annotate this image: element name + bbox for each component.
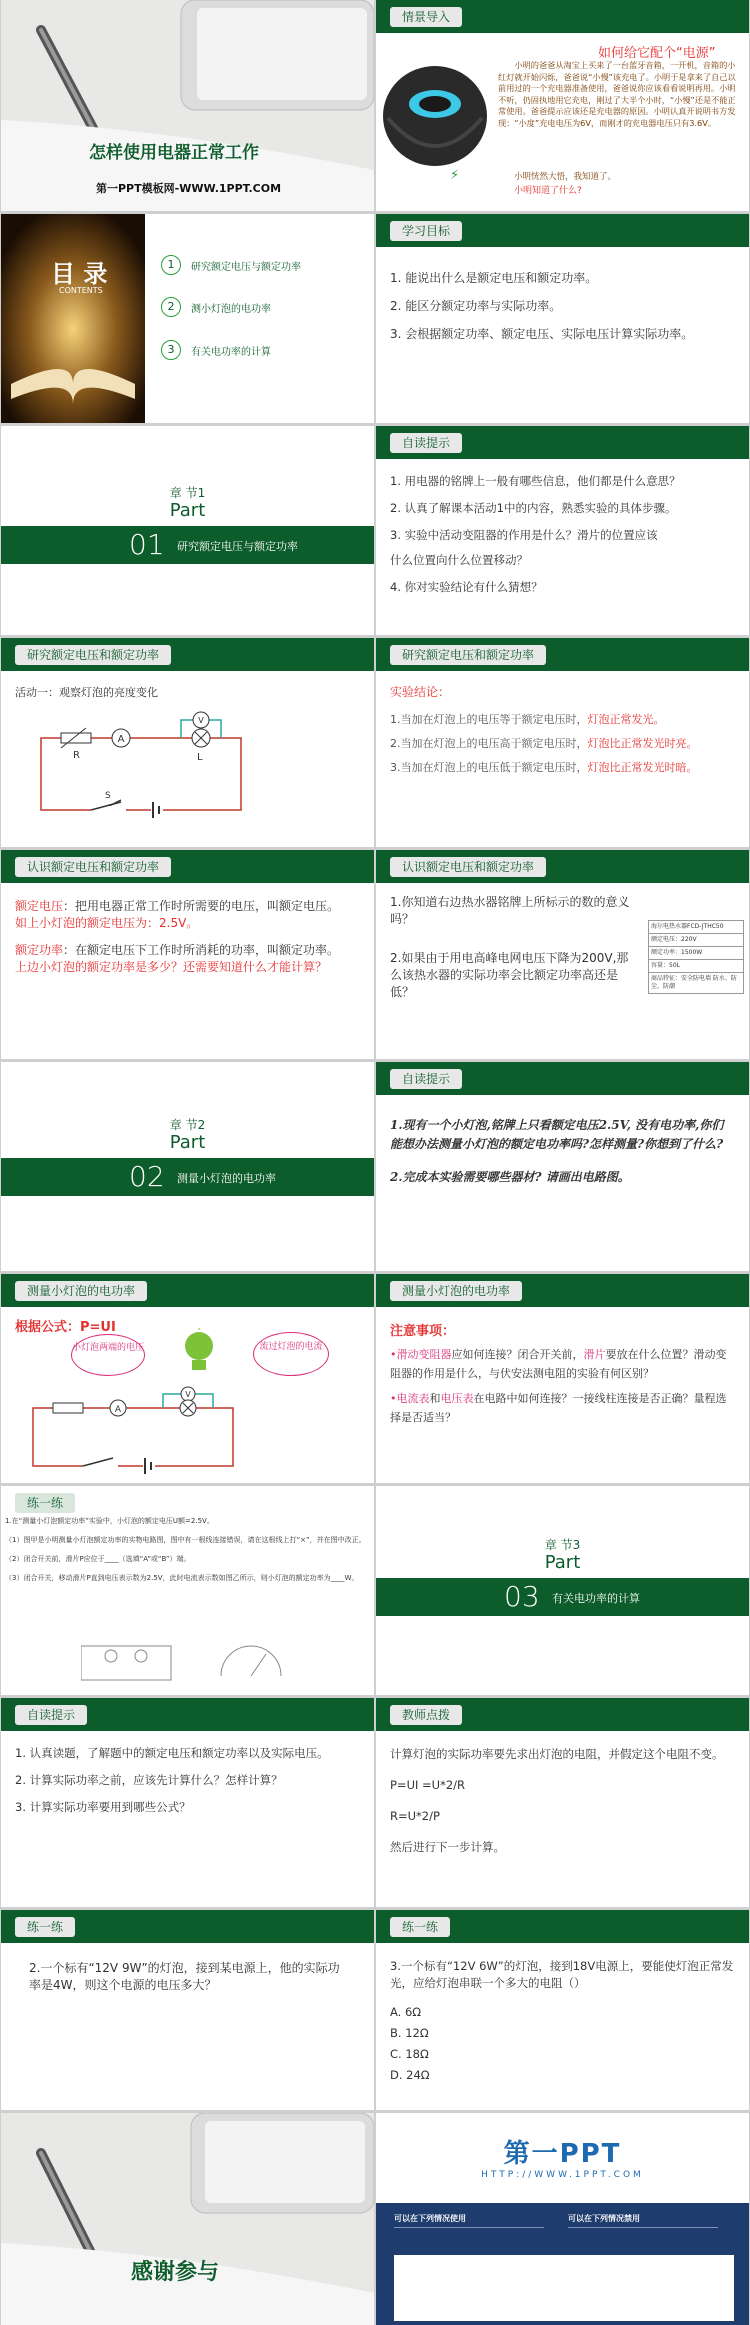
notes-body (376, 1316, 749, 1483)
reading-item: 2. 认真了解课本活动1中的内容，熟悉实验的具体步骤。 (390, 501, 677, 515)
chapter-number: 02 (129, 1160, 165, 1193)
slide-reading-3 (1, 1698, 374, 1907)
slide-conclusion (376, 638, 749, 847)
slide-definitions (1, 850, 374, 1059)
slide-header (1, 638, 374, 671)
section-tag: 测量小灯泡的电功率 (15, 1281, 147, 1301)
answer-options (390, 2004, 735, 2084)
ammeter-label: A (117, 734, 125, 745)
slide-header (376, 0, 749, 33)
chapter-title: 有关电功率的计算 (552, 1592, 640, 1605)
slide-heater (376, 850, 749, 1059)
slide-header (376, 850, 749, 883)
section-tag: 自读提示 (390, 433, 462, 453)
objective-item: 1. 能说出什么是额定电压和额定功率。 (390, 271, 598, 285)
activity-title: 活动一：观察灯泡的亮度变化 (15, 686, 158, 699)
practice-2-question: 2.一个标有“12V 9W”的灯泡，接到某电源上，他的实际功率是4W，则这个电源的电压多大？ (29, 1961, 340, 1992)
reading-item: 什么位置向什么位置移动？ (390, 553, 528, 567)
intro-question: 小明知道了什么? (514, 186, 582, 196)
slide-reading-2 (376, 1062, 749, 1271)
tip-formula-1: P=UI =U*2/R (390, 1778, 466, 1792)
contents-number: 3 (161, 340, 181, 360)
slide-measure-2 (376, 1274, 749, 1483)
contents-number: 1 (161, 255, 181, 275)
section-tag: 认识额定电压和额定功率 (15, 857, 171, 877)
heater-question-1: 1.你知道右边热水器铭牌上所标示的数的意义吗？ (390, 895, 630, 926)
rheostat-label: R (73, 750, 80, 761)
section-tag: 自读提示 (390, 1069, 462, 1089)
practice-3-question: 3.一个标有“12V 6W”的灯泡，接到18V电源上，要能使灯泡正常发光，应给灯泡串联一个多大的电阻（） (390, 1959, 734, 1990)
objective-item: 3. 会根据额定功率、额定电压、实际电压计算实际功率。 (390, 327, 694, 341)
reading-2-q2: 2.完成本实验需要哪些器材? 请画出电路图。 (390, 1170, 630, 1184)
chapter-number: 01 (129, 528, 165, 561)
speaker-image (380, 56, 490, 176)
tip-text: 计算灯泡的实际功率要先求出灯泡的电阻，并假定这个电阻不变。 (390, 1747, 724, 1761)
conclusion-head: 实验结论： (390, 685, 451, 699)
note-item: •滑动变阻器应如何连接？闭合开关前，滑片要放在什么位置？滑动变阻器的作用是什么，与伏安法测电阻的实验有何区别？ (390, 1348, 727, 1380)
lightbulb-icon (179, 1328, 219, 1378)
slide-header (376, 1274, 749, 1307)
option-a[interactable]: A. 6Ω (390, 2005, 422, 2019)
slide-header (376, 214, 749, 247)
section-tag: 情景导入 (390, 7, 462, 27)
allowed-heading: 可以在下列情况使用 (394, 2214, 466, 2223)
practice-1-text: 1.在“测量小灯泡额定功率”实验中，小灯泡的额定电压U额=2.5V。 （1）图甲是小明测量小灯泡额定功率的实物电路图，图中有一根线连接错误，请在这根线上打“×”，并在图中改正。 （2）闭合开关前，滑片P应位于____（选填“A”或“B”）端。 （3）闭合开关，移动滑片P直到电压表示数为2.5V，此时电流表示数如图乙所示，则小灯泡的额定功率为____W。 (5, 1517, 366, 1582)
conclusion-item: 3.当加在灯泡上的电压低于额定电压时，灯泡比正常发光时暗。 (390, 761, 698, 774)
slide-header (376, 1698, 749, 1731)
note-item: •电流表和电压表在电路中如何连接？一接线柱连接是否正确？量程选择是否适当？ (390, 1392, 727, 1424)
section-tag: 练一练 (390, 1917, 450, 1937)
section-tag: 测量小灯泡的电功率 (390, 1281, 522, 1301)
slide-chapter-3 (376, 1486, 749, 1695)
reading-item: 3. 实验中活动变阻器的作用是什么？滑片的位置应该 (390, 528, 658, 542)
section-tag: 研究额定电压和额定功率 (15, 645, 171, 665)
reading-list (376, 466, 749, 635)
switch-label: S (105, 791, 111, 801)
deck-subtitle: 第一PPT模板网-WWW.1PPT.COM (96, 182, 282, 195)
reading-2-body (376, 1110, 749, 1271)
objectives-list (376, 262, 749, 423)
chapter-number: 03 (504, 1580, 540, 1613)
slide-measure-1 (1, 1274, 374, 1483)
section-tag: 自读提示 (15, 1705, 87, 1725)
contents-label: 研究额定电压与额定功率 (191, 261, 301, 273)
chapter-bar (1, 1158, 374, 1196)
phone-pen-illustration (1, 2113, 374, 2325)
slide-header (376, 426, 749, 459)
circuit-diagram (31, 708, 271, 818)
voltage-bubble: 小灯泡两端的电压 (71, 1334, 145, 1376)
tip-formula-2: R=U*2/P (390, 1809, 440, 1823)
slide-header (1, 1698, 374, 1731)
chapter-bar (376, 1578, 749, 1616)
brand-panel (376, 2203, 749, 2325)
term-rated-power: 额定功率 (15, 943, 64, 957)
intro-heading: 如何给它配个“电源” (598, 46, 716, 61)
reading-3-list (1, 1738, 374, 1907)
conclusion-item: 1.当加在灯泡上的电压等于额定电压时，灯泡正常发光。 (390, 713, 665, 726)
ammeter-label: A (114, 1405, 122, 1415)
chapter-title: 测量小灯泡的电功率 (177, 1172, 276, 1185)
slide-reading-1 (376, 426, 749, 635)
contents-label: 测小灯泡的电功率 (191, 303, 271, 315)
brand-url: HTTP://WWW.1PPT.COM (481, 2170, 644, 2180)
current-bubble: 流过灯泡的电流 (253, 1332, 329, 1376)
option-c[interactable]: C. 18Ω (390, 2047, 429, 2061)
slide-practice-1 (1, 1486, 374, 1695)
conclusion-body (376, 678, 749, 847)
slide-teacher-tip (376, 1698, 749, 1907)
section-tag: 学习目标 (390, 221, 462, 241)
practice-1-figures (81, 1636, 331, 1686)
slide-contents (1, 214, 374, 423)
slide-thanks (1, 2113, 374, 2325)
reading-item: 1. 用电器的铭牌上一般有哪些信息，他们都是什么意思？ (390, 474, 681, 488)
rated-voltage-example: 如上小灯泡的额定电压为：2.5V。 (15, 916, 199, 930)
practice-3-body (376, 1952, 749, 2110)
slide-chapter-1 (1, 426, 374, 635)
contents-item[interactable] (161, 296, 271, 318)
slide-brand (376, 2113, 749, 2325)
slide-header (1, 1910, 374, 1943)
voltmeter-label: V (198, 716, 204, 725)
intro-conclusion: 小明恍然大悟，我知道了。 (514, 172, 617, 182)
contents-item[interactable] (161, 339, 271, 361)
conclusion-item: 2.当加在灯泡上的电压高于额定电压时，灯泡比正常发光时亮。 (390, 737, 698, 750)
part-label: Part (169, 500, 206, 521)
reading-2-q1: 1.现有一个小灯泡,铭牌上只看额定电压2.5V, 没有电功率,你们能想办法测量小灯泡的额定电功率吗?怎样测量?你想到了什么? (390, 1118, 724, 1151)
notes-head: 注意事项： (390, 1324, 456, 1339)
contents-item[interactable] (161, 254, 301, 276)
reading-item: 4. 你对实验结论有什么猜想？ (390, 580, 543, 594)
links-table (394, 2255, 734, 2321)
slide-header (1, 850, 374, 883)
intro-story: 小明的爸爸从淘宝上买来了一台蓝牙音箱，一开机，音箱的小红灯就开始闪烁，爸爸说“小慢”该充电了。小明于是拿来了自己以前用过的一个充电器准备使用，爸爸说你应该看看说明再用。小明不听，仍固执地用它充电，刚过了大半个小时，“小慢”还是不能正常使用。爸爸提示应该还是充电器的原因。小明认真开说明书方发现：“小度”充电电压为6V，而刚才的充电器电压只有3.6V。 (498, 60, 736, 128)
option-b[interactable]: B. 12Ω (390, 2026, 429, 2040)
section-tag: 研究额定电压和额定功率 (390, 645, 546, 665)
chapter-label: 章 节1 (169, 486, 206, 500)
measure-circuit-diagram (23, 1386, 253, 1476)
thanks-text: 感谢参与 (131, 2260, 220, 2285)
section-tag: 练一练 (15, 1917, 75, 1937)
slide-header (376, 638, 749, 671)
tip-body (376, 1740, 749, 1907)
objective-item: 2. 能区分额定功率与实际功率。 (390, 299, 562, 313)
heater-question-2: 2.如果由于用电高峰电网电压下降为200V,那么该热水器的实际功率会比额定功率高还是低？ (390, 951, 629, 999)
deck-title: 怎样使用电器正常工作 (89, 143, 259, 163)
chapter-title: 研究额定电压与额定功率 (177, 540, 298, 553)
slide-practice-3 (376, 1910, 749, 2110)
contents-number: 2 (161, 297, 181, 317)
reading-item: 1. 认真读题，了解题中的额定电压和额定功率以及实际电压。 (15, 1746, 329, 1760)
contents-label: 有关电功率的计算 (191, 346, 271, 358)
reading-item: 3. 计算实际功率要用到哪些公式？ (15, 1800, 191, 1814)
lamp-label: L (197, 752, 203, 763)
reading-item: 2. 计算实际功率之前，应该先计算什么？怎样计算？ (15, 1773, 283, 1787)
section-tag: 教师点拨 (390, 1705, 462, 1725)
contents-en: CONTENTS (59, 286, 103, 295)
section-tag: 认识额定电压和额定功率 (390, 857, 546, 877)
book-image (1, 214, 145, 423)
chapter-label: 章 节2 (169, 1118, 206, 1132)
section-tag: 练一练 (15, 1493, 75, 1513)
chapter-bar (1, 526, 374, 564)
contents-title: 目 录 (51, 260, 108, 288)
slide-header (376, 1062, 749, 1095)
definitions-body: 额定电压：把用电器正常工作时所需要的电压，叫额定电压。 如上小灯泡的额定电压为：2.5V。 额定功率：在额定电压下工作时所消耗的功率，叫额定功率。 上边小灯泡的额定功率是多少？还需要知道什么才能计算？ (1, 892, 374, 1059)
part-label: Part (544, 1552, 581, 1573)
formula: 根据公式：P=UI (15, 1320, 116, 1335)
heater-nameplate: 海尔电热水器FCD-JTHC50 额定电压：220V 额定功率：1500W 容量：50L 商品特征：安全防电墙 防水、防尘、防潮 (648, 920, 744, 994)
tip-next: 然后进行下一步计算。 (390, 1840, 505, 1854)
option-d[interactable]: D. 24Ω (390, 2068, 430, 2082)
slide-objectives (376, 214, 749, 423)
slide-practice-2 (1, 1910, 374, 2110)
slide-title (1, 0, 374, 211)
slide-header (376, 1910, 749, 1943)
term-rated-voltage: 额定电压 (15, 899, 64, 913)
slide-header (1, 1274, 374, 1307)
brand-logo-area (376, 2113, 749, 2203)
slide-chapter-2 (1, 1062, 374, 1271)
slide-activity-1 (1, 638, 374, 847)
slide-header (1, 1486, 374, 1516)
part-label: Part (169, 1132, 206, 1153)
forbidden-heading: 可以在下列情况禁用 (568, 2214, 640, 2223)
brand-logo: 第一PPT (503, 2139, 622, 2169)
voltmeter-label: V (185, 1390, 191, 1399)
chapter-label: 章 节3 (544, 1538, 581, 1552)
rated-power-question: 上边小灯泡的额定功率是多少？还需要知道什么才能计算？ (15, 960, 328, 974)
plug-icon: ⚡ (450, 168, 460, 183)
slide-intro (376, 0, 749, 211)
